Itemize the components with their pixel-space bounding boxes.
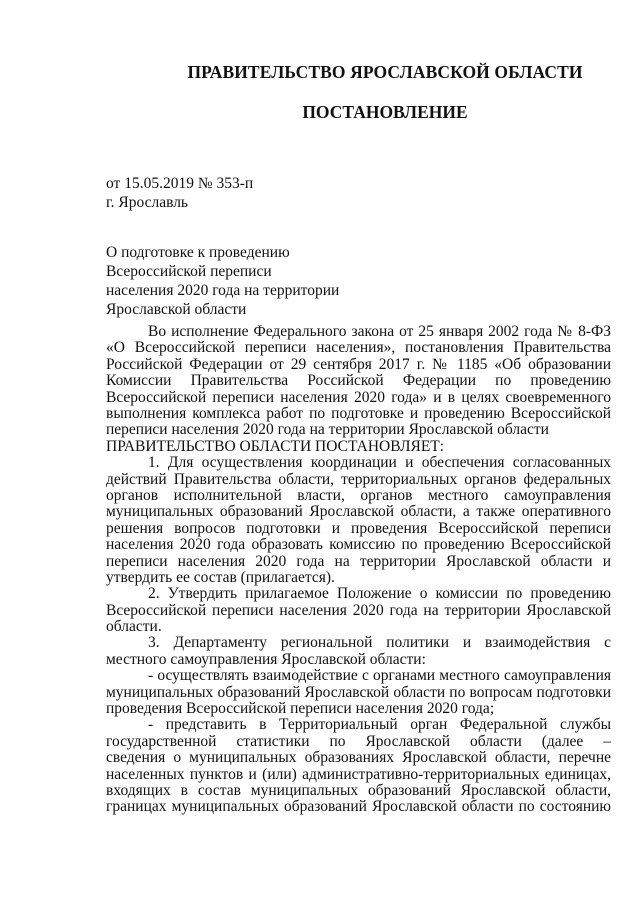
document-type-heading: ПОСТАНОВЛЕНИЕ (302, 102, 468, 122)
body-line: решения вопросов подготовки и проведения Всероссийской переписи (106, 520, 611, 537)
body-line: - представить в Территориальный орган Федеральной службы (148, 717, 611, 734)
body-line: Российской Федерации от 29 сентября 2017 г. № 1185 «Об образовании (106, 356, 611, 373)
subject-line: Ярославской области (106, 301, 247, 318)
body-line: переписи населения 2020 года на территории Ярославской области (106, 421, 549, 439)
body-line: сведения о муниципальных образованиях Ярославской области, перечне (106, 750, 611, 767)
body-line: муниципальных образований Ярославской области, а также оперативного (106, 504, 611, 521)
body-line: 1. Для осуществления координации и обеспечения согласованных (148, 455, 611, 472)
body-line: муниципальных образований Ярославской области по вопросам подготовки (106, 684, 611, 701)
body-line: Во исполнение Федерального закона от 25 января 2002 года № 8-ФЗ (148, 324, 611, 340)
document-subject (106, 243, 339, 319)
body-line: «О Всероссийской переписи населения», постановления Правительства (106, 340, 611, 357)
subject-line: О подготовке к проведению (106, 244, 290, 261)
date-number-line: от 15.05.2019 № 353-п (106, 175, 254, 192)
body-line: 3. Департаменту региональной политики и взаимодействия с (148, 635, 611, 652)
body-line: Всероссийской переписи населения 2020 года» и в целях своевременного (106, 389, 611, 406)
body-line: области. (106, 618, 162, 636)
body-line: Всероссийской переписи населения 2020 года на территории Ярославской (106, 602, 611, 619)
body-line: действий Правительства области, территориальных органов федеральных (106, 471, 611, 488)
city-line: г. Ярославль (106, 194, 188, 211)
body-line: проведения Всероссийской переписи населения 2020 года; (106, 700, 495, 718)
body-line: входящих в состав муниципальных образований Ярославской области, (106, 783, 611, 800)
body-line: местного самоуправления Ярославской области: (106, 650, 426, 668)
body-line: ПРАВИТЕЛЬСТВО ОБЛАСТИ ПОСТАНОВЛЯЕТ: (106, 437, 445, 455)
body-line: утвердить ее состав (прилагается). (106, 568, 335, 586)
body-line: населения 2020 года образовать комиссию по проведению Всероссийской (106, 537, 611, 554)
body-line: 2. Утвердить прилагаемое Положение о комиссии по проведению (148, 586, 611, 603)
body-line: государственной статистики по Ярославской области (далее – (106, 733, 611, 750)
body-line: переписи населения 2020 года на территории Ярославской области и (106, 553, 611, 570)
body-line: выполнения комплекса работ по подготовке и проведению Всероссийской (106, 405, 611, 422)
body-line: границах муниципальных образований Ярославской области по состоянию (106, 799, 611, 816)
body-line: населенных пунктов и (или) административно-территориальных единицах, (106, 766, 611, 783)
organization-title: ПРАВИТЕЛЬСТВО ЯРОСЛАВСКОЙ ОБЛАСТИ (187, 62, 583, 82)
subject-line: населения 2020 года на территории (106, 282, 340, 299)
subject-line: Всероссийской переписи (106, 263, 272, 280)
document-body (106, 324, 611, 816)
body-line: Комиссии Правительства Российской Федерации по проведению (106, 373, 611, 390)
body-line: - осуществлять взаимодействие с органами местного самоуправления (148, 668, 611, 685)
body-line: органов исполнительной власти, органов местного самоуправления (106, 487, 611, 504)
document-meta (106, 174, 253, 212)
